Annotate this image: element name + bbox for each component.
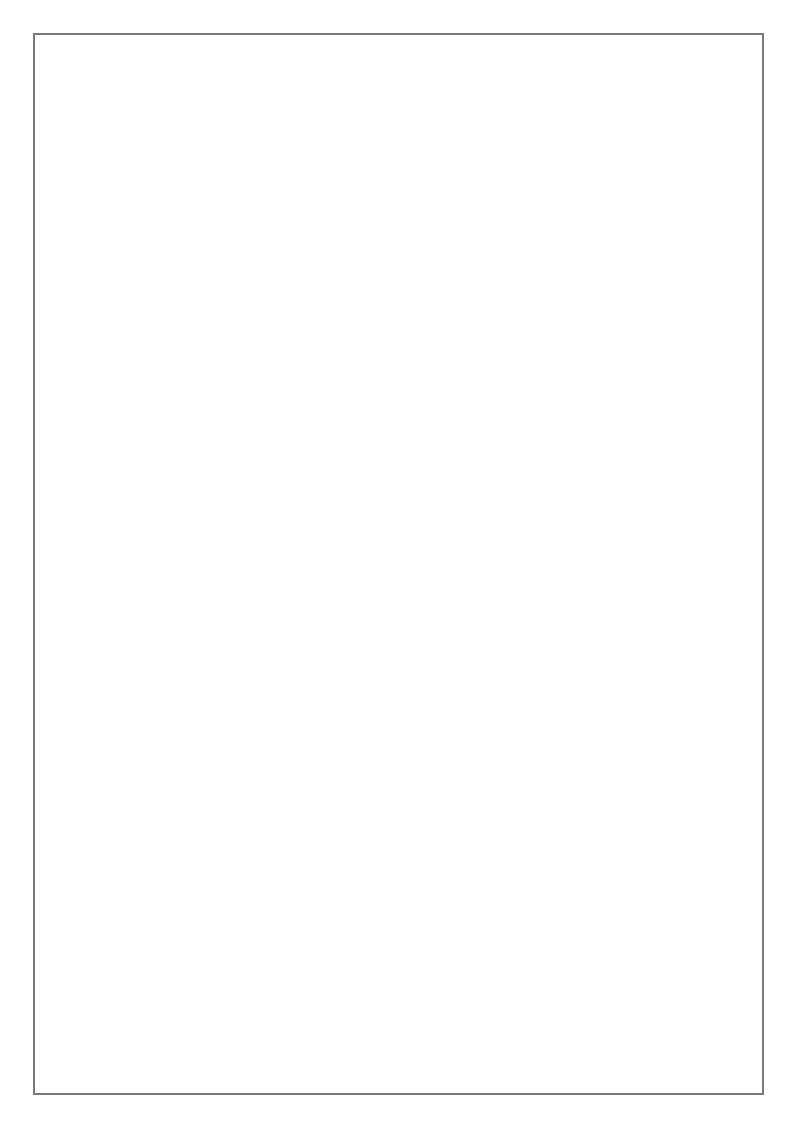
page-frame (33, 33, 764, 1095)
